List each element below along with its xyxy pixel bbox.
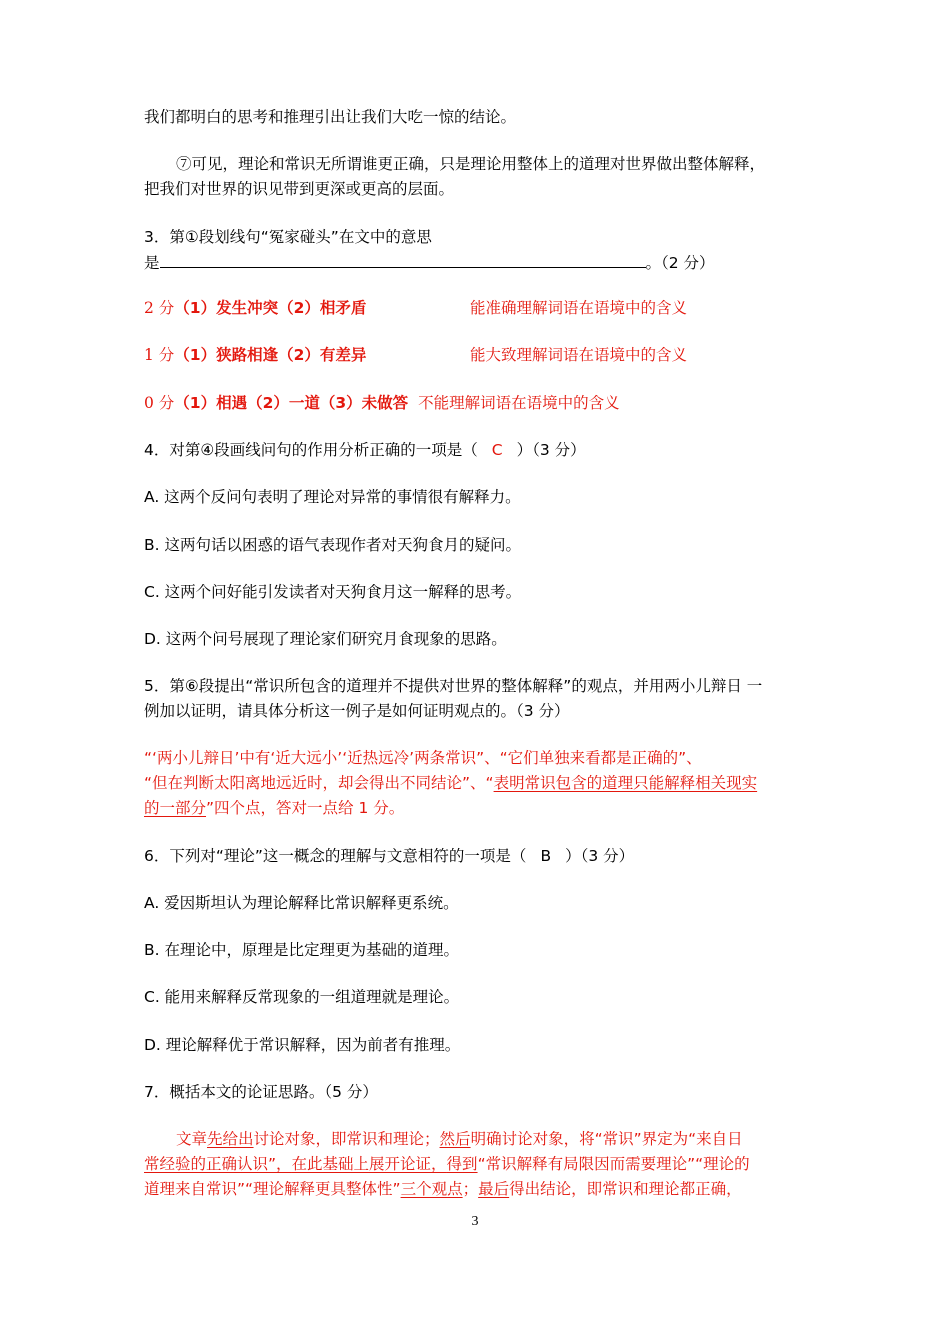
option-b: B. 在理论中，原理是比定理更为基础的道理。 — [144, 941, 459, 959]
underlined-text: 的一部分 — [144, 799, 207, 817]
rubric-row — [144, 297, 366, 319]
underlined-text: 在此基础上展开论证， — [291, 1155, 447, 1173]
page-number: 3 — [471, 1214, 479, 1229]
question-4-answer: C — [491, 441, 503, 459]
rubric-answer: （1）相遇（2）一道（3）未做答 — [174, 394, 409, 412]
answer-text: 讨论对象，即常识和理论； — [253, 1130, 440, 1148]
question-3-prefix: 是 — [144, 254, 160, 272]
question-4-score: ）（3 分） — [516, 441, 586, 459]
question-6-score: ）（3 分） — [565, 847, 635, 865]
option-a: A. 爱因斯坦认为理论解释比常识解释更系统。 — [144, 894, 459, 912]
rubric-row — [144, 344, 366, 366]
question-5-answer — [144, 772, 757, 794]
answer-text: ； — [462, 1180, 479, 1198]
question-5-answer — [144, 797, 404, 819]
question-7-answer — [144, 1178, 742, 1200]
underlined-text: 先给出 — [207, 1130, 254, 1148]
answer-text: 得出结论，即常识和理论都正确， — [509, 1180, 742, 1198]
answer-text: 明确讨论对象，将“常识”界定为“来自日 — [470, 1130, 743, 1148]
underlined-text: 得到 — [446, 1155, 478, 1173]
question-5-stem: 5．第⑥段提出“常识所包含的道理并不提供对世界的整体解释”的观点，并用两小儿辩日 一 — [144, 677, 763, 695]
underlined-text: 常经验的正确认识”， — [144, 1155, 292, 1173]
rubric-answer: （1）狭路相逢（2）有差异 — [174, 346, 367, 364]
question-3-stem: 3．第①段划线句“冤家碰头”在文中的意思 — [144, 228, 432, 246]
option-a: A. 这两个反问句表明了理论对异常的事情很有解释力。 — [144, 488, 521, 506]
question-6-stem-text: 6．下列对“理论”这一概念的理解与文意相符的一项是（ — [144, 847, 527, 865]
underlined-text: 然后 — [439, 1130, 471, 1148]
answer-text: 道理来自常识”“理论解释更具整体性” — [144, 1180, 401, 1198]
paragraph-7-line: 把我们对世界的识见带到更深或更高的层面。 — [144, 180, 455, 198]
rubric-score: 1 分 — [144, 346, 175, 364]
underlined-text: 最后 — [478, 1180, 510, 1198]
question-7-answer — [176, 1128, 743, 1150]
question-4-stem-text: 4．对第④段画线问句的作用分析正确的一项是（ — [144, 441, 478, 459]
passage-line: 我们都明白的思考和推理引出让我们大吃一惊的结论。 — [144, 108, 517, 126]
answer-text: ”四个点，答对一点给 1 分。 — [206, 799, 405, 817]
question-7-stem: 7．概括本文的论证思路。（5 分） — [144, 1083, 378, 1101]
answer-blank — [160, 250, 646, 268]
question-5-answer: “‘两小儿辩日’中有‘近大远小’‘近热远冷’两条常识”、“它们单独来看都是正确的”、 — [144, 749, 702, 767]
rubric-score: 0 分 — [144, 394, 175, 412]
option-d: D. 理论解释优于常识解释，因为前者有推理。 — [144, 1036, 461, 1054]
rubric-criterion: 能准确理解词语在语境中的含义 — [470, 299, 688, 317]
option-d: D. 这两个问号展现了理论家们研究月食现象的思路。 — [144, 630, 507, 648]
rubric-row — [144, 392, 620, 414]
question-3-answer-line — [144, 250, 715, 274]
question-6-stem — [144, 845, 634, 867]
option-c: C. 这两个问好能引发读者对天狗食月这一解释的思考。 — [144, 583, 522, 601]
question-7-answer — [144, 1153, 750, 1175]
question-3-suffix: 。（2 分） — [645, 254, 715, 272]
rubric-criterion: 不能理解词语在语境中的含义 — [418, 394, 620, 412]
answer-text: 文章 — [176, 1130, 208, 1148]
rubric-score: 2 分 — [144, 299, 175, 317]
paragraph-7-line: ⑦可见，理论和常识无所谓谁更正确，只是理论用整体上的道理对世界做出整体解释， — [176, 155, 766, 173]
answer-text: “常识解释有局限因而需要理论”“理论的 — [477, 1155, 750, 1173]
underlined-text: 三个观点 — [400, 1180, 463, 1198]
rubric-criterion: 能大致理解词语在语境中的含义 — [470, 346, 688, 364]
option-b: B. 这两句话以困惑的语气表现作者对天狗食月的疑问。 — [144, 536, 521, 554]
question-6-answer: B — [540, 847, 552, 865]
option-c: C. 能用来解释反常现象的一组道理就是理论。 — [144, 988, 460, 1006]
question-4-stem — [144, 439, 586, 461]
underlined-text: 表明常识包含的道理只能解释相关现实 — [493, 774, 758, 792]
question-5-stem: 例加以证明，请具体分析这一例子是如何证明观点的。（3 分） — [144, 702, 570, 720]
answer-text: “但在判断太阳离地远近时，却会得出不同结论”、“ — [144, 774, 494, 792]
rubric-answer: （1）发生冲突（2）相矛盾 — [174, 299, 367, 317]
